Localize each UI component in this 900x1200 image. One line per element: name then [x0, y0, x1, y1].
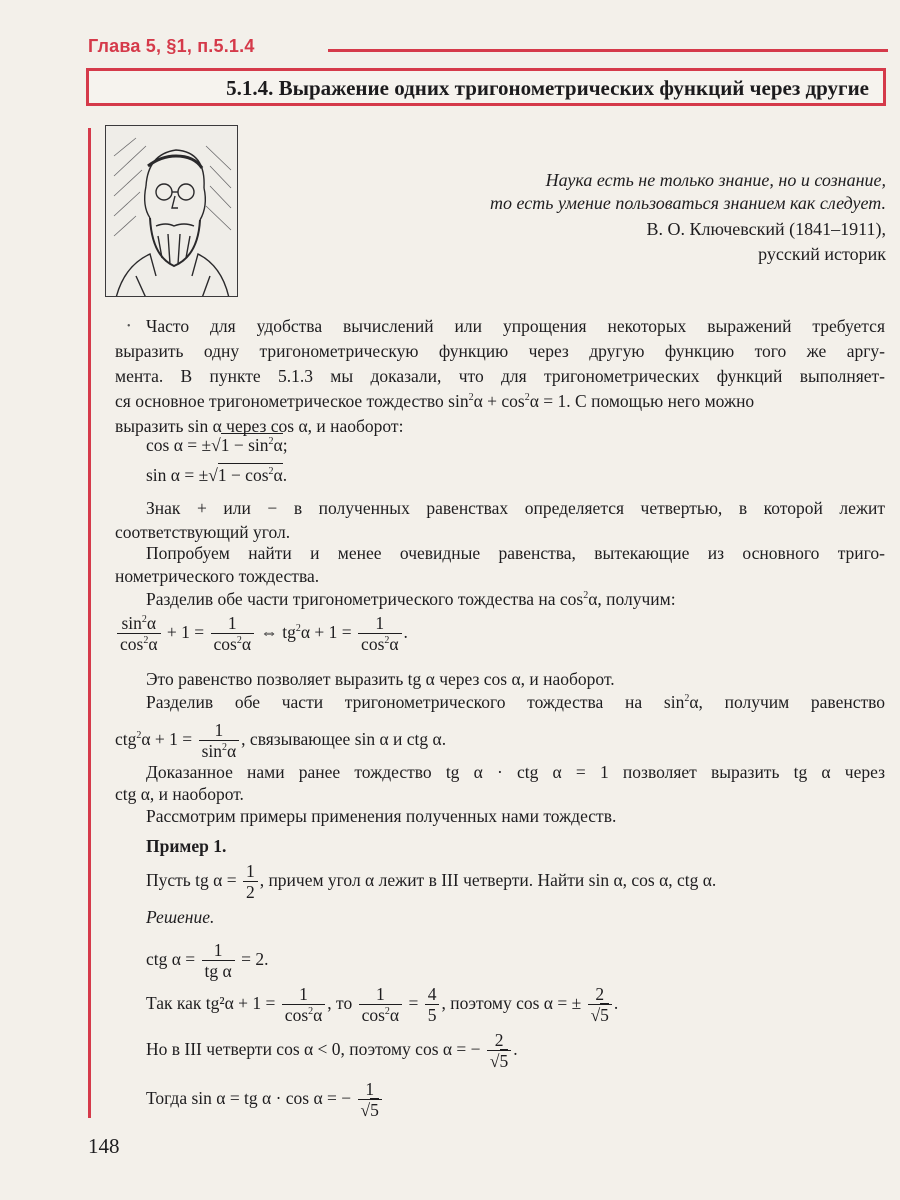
fraction: $\frac{2}{√5}$: [487, 1031, 511, 1071]
fraction: $\frac{1}{\cos^2\alpha}$: [282, 985, 326, 1025]
text-span: .: [613, 992, 619, 1013]
text-span: = 2.: [241, 948, 269, 969]
text-span: Разделив обе части тригонометрического тождества на: [146, 589, 556, 609]
equation-tg: [115, 614, 408, 654]
example-title: Пример 1.: [146, 836, 227, 856]
fraction: $\frac{2}{√5}$: [588, 985, 612, 1025]
fraction: $\frac{\sin^2\alpha}{\cos^2\alpha}$: [117, 614, 161, 654]
text-span: Тогда sin α = tg α · cos α = −: [146, 1087, 352, 1108]
text-line: Часто для удобства вычислений или упрощения некоторых выражений требуется: [146, 316, 885, 336]
sqrt-sign: √: [208, 465, 218, 485]
text-line: ctg α, и наоборот.: [115, 784, 244, 804]
text-span: Разделив обе части тригонометрического тождества на: [146, 692, 643, 712]
formula-lhs: sin α = ±: [146, 465, 209, 485]
fraction: $\frac{1}{2}$: [243, 862, 258, 902]
text-line: Доказанное нами ранее тождество tg α · ctg α = 1 позволяет выразить tg α через: [146, 762, 885, 782]
margin-bar: [88, 128, 91, 1118]
text-line: выразить одну тригонометрическую функцию через другую функцию того же аргу-: [115, 341, 885, 361]
example-condition: [146, 862, 716, 902]
text-span: , поэтому cos α = ±: [441, 992, 582, 1013]
text-line: выразить sin α через cos α, и наоборот:: [115, 416, 404, 436]
math-sin2: $\sin^2\alpha$: [663, 692, 699, 712]
text-line: Попробуем найти и менее очевидные равенства, вытекающие из основного триго-: [146, 543, 885, 563]
formula-end: .: [282, 465, 288, 485]
text-line: [146, 591, 676, 609]
epigraph-author: В. О. Ключевский (1841–1911),: [646, 219, 886, 239]
text-span: Так как tg²α + 1 =: [146, 992, 276, 1013]
equation-ctg: [115, 721, 446, 761]
formula-end: ;: [282, 435, 288, 455]
text-span: . С помощью него можно: [566, 391, 755, 411]
text-span: , связывающее sin α и ctg α.: [241, 728, 447, 749]
portrait-illustration: [105, 125, 238, 297]
text-line: Это равенство позволяет выразить tg α через cos α, и наоборот.: [146, 669, 615, 689]
formula-lhs: cos α = ±: [146, 435, 212, 455]
paragraph-marker: •: [127, 321, 131, 332]
text-line: мента. В пункте 5.1.3 мы доказали, что для тригонометрических функций выполняет-: [115, 366, 885, 386]
page-number: 148: [88, 1134, 120, 1158]
chapter-label: Глава 5, §1, п.5.1.4: [88, 36, 255, 56]
text-span: Пусть tg α =: [146, 869, 237, 890]
text-line: [115, 393, 754, 411]
text-span: ся основное тригонометрическое тождество: [115, 391, 444, 411]
sqrt-sign: √: [211, 435, 221, 455]
text-line: Рассмотрим примеры применения полученных нами тождеств.: [146, 806, 617, 826]
epigraph-line-2: то есть умение пользоваться знанием как следует.: [490, 193, 886, 213]
sqrt-radicand: $1 - \sin^2\alpha$: [220, 435, 283, 455]
math-text: ctg$^2$α + 1 =: [115, 728, 193, 749]
portrait-sketch: [106, 126, 238, 297]
math-text: $tg^2\alpha + 1$ =: [282, 621, 352, 642]
text-line: нометрического тождества.: [115, 566, 320, 586]
solution-step-4: [146, 1080, 384, 1120]
text-span: .: [513, 1038, 518, 1059]
iff-symbol: ⇔: [260, 621, 278, 642]
fraction: $\frac{1}{\text{tg α}}$: [202, 941, 235, 981]
math-text: + 1 =: [166, 621, 205, 642]
text-span: ctg α =: [146, 948, 196, 969]
math-text: .: [403, 621, 408, 642]
epigraph-role: русский историк: [758, 244, 886, 264]
text-span: =: [408, 992, 419, 1013]
section-title-box: [86, 68, 886, 106]
fraction: $\frac{1}{\cos^2\alpha}$: [358, 614, 402, 654]
sqrt-radicand: $1 - \cos^2\alpha$: [217, 465, 283, 485]
text-span: , причем угол α лежит в III четверти. Найти sin α, cos α, ctg α.: [259, 869, 717, 890]
fraction: $\frac{4}{5}$: [425, 985, 440, 1025]
header-rule: [328, 49, 888, 52]
text-line: Знак + или − в полученных равенствах определяется четвертью, в которой лежит: [146, 498, 885, 518]
fraction: $\frac{1}{√5}$: [358, 1080, 382, 1120]
fraction: $\frac{1}{\cos^2\alpha}$: [211, 614, 255, 654]
fraction: $\frac{1}{\sin^2\alpha}$: [199, 721, 240, 761]
text-line: соответствующий угол.: [115, 522, 291, 542]
text-span: Но в III четверти cos α < 0, поэтому cos α = −: [146, 1038, 481, 1059]
fraction: $\frac{1}{\cos^2\alpha}$: [359, 985, 403, 1025]
text-span: , то: [327, 992, 353, 1013]
text-span: , получим равенство: [698, 692, 886, 712]
epigraph-line-1: Наука есть не только знание, но и сознание,: [545, 170, 886, 190]
solution-step-1: [146, 941, 268, 981]
solution-label: Решение.: [146, 907, 215, 927]
section-title: 5.1.4. Выражение одних тригонометрических функций через другие: [226, 76, 869, 100]
identity-formula: $\sin^2\alpha + \cos^2\alpha = 1$: [448, 391, 567, 411]
math-cos2: $\cos^2\alpha$: [559, 589, 598, 609]
solution-step-2: [146, 985, 618, 1025]
formula-sin: [146, 467, 287, 485]
text-line: [146, 694, 885, 712]
solution-step-3: [146, 1031, 518, 1071]
text-span: , получим:: [597, 589, 676, 609]
formula-cos: [146, 437, 288, 455]
